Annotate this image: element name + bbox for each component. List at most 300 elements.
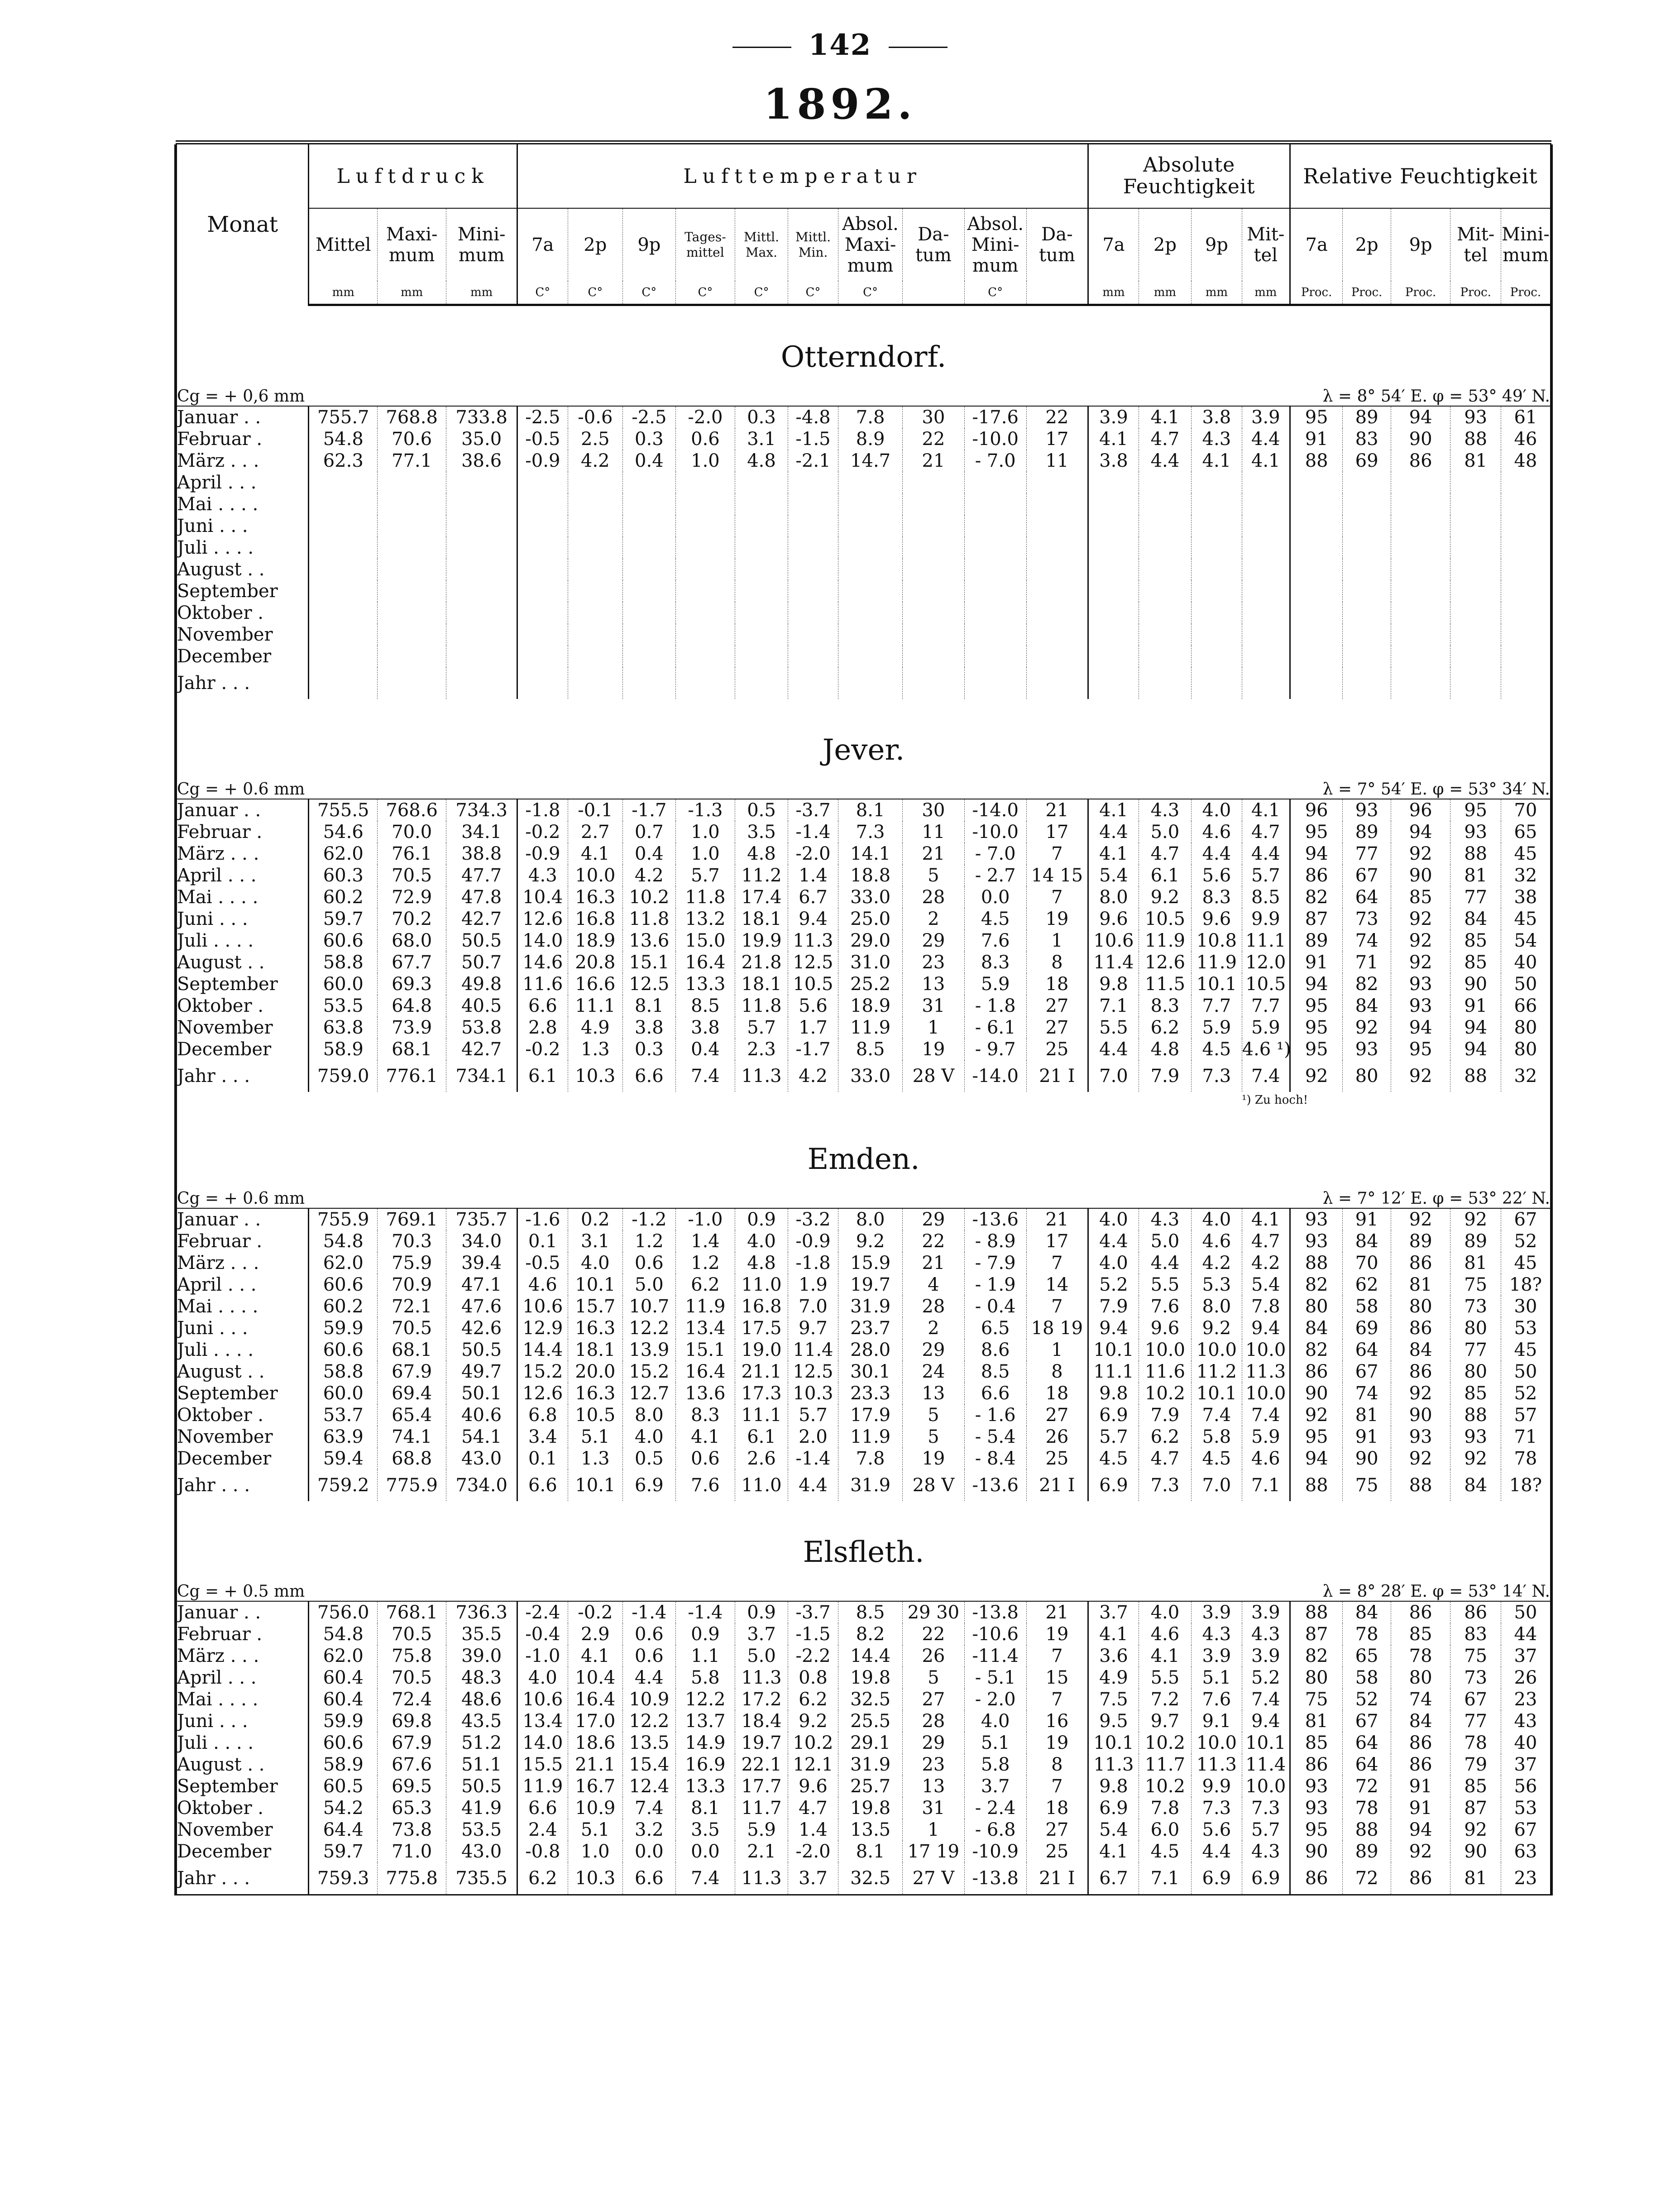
table-cell: 60.4 xyxy=(309,1667,378,1689)
table-cell: 4.4 xyxy=(1242,843,1290,865)
table-cell xyxy=(735,667,788,699)
table-cell: 4.1 xyxy=(568,1645,623,1667)
table-cell: 7.4 xyxy=(1242,1060,1290,1092)
table-cell: 57 xyxy=(1501,1404,1551,1426)
table-cell: 4.6 xyxy=(1192,821,1242,843)
table-cell xyxy=(1391,667,1450,699)
table-cell: 11.0 xyxy=(735,1274,788,1296)
table-cell: 18 xyxy=(1026,1797,1088,1819)
table-cell: 86 xyxy=(1290,1361,1342,1383)
station-name: Emden. xyxy=(176,1108,1551,1176)
table-row xyxy=(176,1296,1551,1317)
unit-cell: Proc. xyxy=(1290,281,1342,305)
table-cell xyxy=(1139,472,1191,493)
month-label: Oktober . xyxy=(176,995,309,1017)
month-label: August . . xyxy=(176,559,309,580)
table-cell: 16.6 xyxy=(568,973,623,995)
table-cell: 15.2 xyxy=(517,1361,568,1383)
table-cell: 73 xyxy=(1343,908,1391,930)
table-cell xyxy=(446,472,517,493)
table-cell xyxy=(309,515,378,537)
table-cell: 73 xyxy=(1450,1667,1501,1689)
table-cell: 12.5 xyxy=(788,1361,838,1383)
table-cell xyxy=(1343,667,1391,699)
table-cell xyxy=(788,559,838,580)
table-cell: 25.5 xyxy=(838,1710,903,1732)
table-cell: 45 xyxy=(1501,843,1551,865)
table-cell xyxy=(675,515,735,537)
table-cell: 28.0 xyxy=(838,1339,903,1361)
table-row xyxy=(176,908,1551,930)
table-cell: 65 xyxy=(1343,1645,1391,1667)
table-row xyxy=(176,493,1551,515)
table-cell: 4.1 xyxy=(568,843,623,865)
table-cell xyxy=(964,646,1026,667)
table-cell: 25 xyxy=(1026,1841,1088,1862)
table-cell: 90 xyxy=(1391,1404,1450,1426)
table-cell: 13 xyxy=(903,1383,965,1404)
table-cell xyxy=(1242,602,1290,624)
table-cell: 8.0 xyxy=(838,1208,903,1230)
table-cell: 19 xyxy=(903,1039,965,1060)
table-row xyxy=(176,1317,1551,1339)
table-cell: 5.7 xyxy=(735,1017,788,1039)
unit-cell: Proc. xyxy=(1501,281,1551,305)
table-cell: 5.7 xyxy=(1242,1819,1290,1841)
table-row xyxy=(176,624,1551,646)
table-cell: 734.1 xyxy=(446,1060,517,1092)
table-cell: 7.4 xyxy=(1242,1404,1290,1426)
table-cell: 90 xyxy=(1450,1841,1501,1862)
month-label: Januar . . xyxy=(176,1208,309,1230)
table-cell: 5.4 xyxy=(1088,1819,1139,1841)
table-cell: 34.0 xyxy=(446,1230,517,1252)
table-cell: 90 xyxy=(1290,1841,1342,1862)
table-cell: 11.2 xyxy=(1192,1361,1242,1383)
table-row xyxy=(176,1361,1551,1383)
table-cell xyxy=(1343,624,1391,646)
table-cell: 25.0 xyxy=(838,908,903,930)
table-cell: 8.5 xyxy=(964,1361,1026,1383)
table-row xyxy=(176,1776,1551,1797)
table-cell: 8.1 xyxy=(623,995,675,1017)
table-cell: 87 xyxy=(1450,1797,1501,1819)
table-cell: 4.2 xyxy=(568,450,623,472)
table-row xyxy=(176,1841,1551,1862)
table-cell: 92 xyxy=(1343,1017,1391,1039)
table-cell: 33.0 xyxy=(838,1060,903,1092)
table-cell: 92 xyxy=(1391,930,1450,952)
table-cell: 7.9 xyxy=(1139,1404,1191,1426)
table-cell: 10.9 xyxy=(568,1797,623,1819)
unit-cell: mm xyxy=(378,281,446,305)
table-cell: 4.5 xyxy=(1192,1448,1242,1469)
table-cell: 10.4 xyxy=(568,1667,623,1689)
table-row xyxy=(176,1230,1551,1252)
month-label: März . . . xyxy=(176,1645,309,1667)
table-cell: 3.8 xyxy=(675,1017,735,1039)
month-label: Mai . . . . xyxy=(176,1296,309,1317)
table-cell: 80 xyxy=(1290,1296,1342,1317)
table-cell: 7.9 xyxy=(1088,1296,1139,1317)
table-cell: 4.5 xyxy=(1192,1039,1242,1060)
unit-cell: mm xyxy=(309,281,378,305)
table-cell: 16.3 xyxy=(568,1317,623,1339)
table-cell: 7.7 xyxy=(1192,995,1242,1017)
table-cell: 6.1 xyxy=(517,1060,568,1092)
table-cell: 92 xyxy=(1450,1208,1501,1230)
table-cell: 81 xyxy=(1290,1710,1342,1732)
table-cell: 0.6 xyxy=(623,1645,675,1667)
table-cell xyxy=(675,602,735,624)
table-cell: 80 xyxy=(1450,1361,1501,1383)
table-cell: 75.8 xyxy=(378,1645,446,1667)
table-cell: 16.8 xyxy=(568,908,623,930)
table-cell: 12.6 xyxy=(517,1383,568,1404)
table-cell: 22 xyxy=(903,428,965,450)
table-cell: 4.6 ¹) xyxy=(1242,1039,1291,1060)
table-cell: 11.0 xyxy=(735,1469,788,1501)
table-cell: 5.8 xyxy=(675,1667,735,1689)
table-cell: 86 xyxy=(1290,1754,1342,1776)
table-cell: 92 xyxy=(1391,1448,1450,1469)
table-cell: 8.5 xyxy=(675,995,735,1017)
table-cell xyxy=(1139,602,1191,624)
month-label: September xyxy=(176,1776,309,1797)
table-cell: 8.0 xyxy=(1192,1296,1242,1317)
table-cell: 18? xyxy=(1501,1274,1551,1296)
station-name: Otterndorf. xyxy=(176,305,1551,374)
unit-cell: C° xyxy=(675,281,735,305)
table-cell: 58 xyxy=(1343,1296,1391,1317)
table-cell: 10.0 xyxy=(568,865,623,886)
table-cell: 7 xyxy=(1026,886,1088,908)
table-cell xyxy=(964,537,1026,559)
table-cell xyxy=(309,602,378,624)
table-cell: 16.4 xyxy=(675,952,735,973)
table-cell: 93 xyxy=(1391,973,1450,995)
table-cell: 94 xyxy=(1391,1017,1450,1039)
table-cell: 9.8 xyxy=(1088,973,1139,995)
table-cell: 78 xyxy=(1450,1732,1501,1754)
table-cell: 7.1 xyxy=(1088,995,1139,1017)
table-cell: 13.9 xyxy=(623,1339,675,1361)
table-cell: 6.6 xyxy=(517,1469,568,1501)
table-cell: 11.7 xyxy=(735,1797,788,1819)
table-cell: 80 xyxy=(1450,1317,1501,1339)
month-label: Oktober . xyxy=(176,602,309,624)
table-cell xyxy=(964,559,1026,580)
table-cell: 4.4 xyxy=(623,1667,675,1689)
table-cell: 68.0 xyxy=(378,930,446,952)
table-cell xyxy=(1343,602,1391,624)
table-cell: 39.0 xyxy=(446,1645,517,1667)
table-row xyxy=(176,1252,1551,1274)
table-cell: 11.3 xyxy=(735,1060,788,1092)
table-cell: 0.9 xyxy=(735,1601,788,1623)
table-cell: 40 xyxy=(1501,952,1551,973)
table-cell: 19.8 xyxy=(838,1667,903,1689)
table-cell: 47.6 xyxy=(446,1296,517,1317)
month-label: Juli . . . . xyxy=(176,1339,309,1361)
table-cell xyxy=(964,667,1026,699)
month-label: März . . . xyxy=(176,450,309,472)
table-cell: 81 xyxy=(1450,1862,1501,1895)
table-cell: 13.2 xyxy=(675,908,735,930)
table-cell xyxy=(623,580,675,602)
table-cell: 27 xyxy=(1026,1819,1088,1841)
table-cell: 88 xyxy=(1290,1469,1342,1501)
table-row xyxy=(176,1448,1551,1469)
table-cell: 65.3 xyxy=(378,1797,446,1819)
table-cell xyxy=(788,624,838,646)
table-cell: 67 xyxy=(1450,1689,1501,1710)
table-cell: 11.3 xyxy=(735,1862,788,1895)
table-cell: 733.8 xyxy=(446,406,517,428)
table-cell: -0.9 xyxy=(517,843,568,865)
unit-cell: mm xyxy=(1242,281,1290,305)
table-cell: 4.1 xyxy=(1088,843,1139,865)
table-cell: 5 xyxy=(903,865,965,886)
table-cell xyxy=(623,667,675,699)
table-cell xyxy=(1242,646,1290,667)
table-cell: 35.5 xyxy=(446,1623,517,1645)
table-cell: 18.1 xyxy=(735,973,788,995)
month-label: December xyxy=(176,1039,309,1060)
table-cell: 62.3 xyxy=(309,450,378,472)
table-cell: 13.3 xyxy=(675,973,735,995)
table-cell: 83 xyxy=(1343,428,1391,450)
table-cell xyxy=(1290,580,1342,602)
table-row xyxy=(176,450,1551,472)
table-cell xyxy=(903,646,965,667)
table-cell xyxy=(1450,537,1501,559)
station-coordinates: λ = 8° 28′ E. φ = 53° 14′ N. xyxy=(964,1569,1551,1601)
table-cell: 69.3 xyxy=(378,973,446,995)
table-cell: 2.1 xyxy=(735,1841,788,1862)
table-cell: 1 xyxy=(1026,930,1088,952)
table-cell: -1.4 xyxy=(623,1601,675,1623)
table-cell: 18.8 xyxy=(838,865,903,886)
table-cell: 4.8 xyxy=(735,1252,788,1274)
column-header: 7a xyxy=(1088,208,1139,281)
table-cell xyxy=(1088,646,1139,667)
table-cell: 3.9 xyxy=(1242,406,1290,428)
table-cell: -0.9 xyxy=(788,1230,838,1252)
table-cell: 11.9 xyxy=(1192,952,1242,973)
table-cell: 73 xyxy=(1450,1296,1501,1317)
table-cell: 64 xyxy=(1343,1339,1391,1361)
table-cell: 86 xyxy=(1391,1601,1450,1623)
table-cell: 49.7 xyxy=(446,1361,517,1383)
table-cell: 18? xyxy=(1501,1469,1551,1501)
table-cell: 77.1 xyxy=(378,450,446,472)
table-cell: 12.6 xyxy=(1139,952,1191,973)
station-correction: Cg = + 0,6 mm xyxy=(176,374,964,406)
table-cell: 21 xyxy=(903,450,965,472)
table-cell: - 8.4 xyxy=(964,1448,1026,1469)
table-cell: 3.9 xyxy=(1088,406,1139,428)
table-cell: 22 xyxy=(903,1623,965,1645)
table-cell: 17.2 xyxy=(735,1689,788,1710)
table-cell xyxy=(1290,602,1342,624)
table-cell: 78 xyxy=(1501,1448,1551,1469)
table-cell: 2.3 xyxy=(735,1039,788,1060)
table-cell xyxy=(1391,472,1450,493)
table-cell xyxy=(1088,602,1139,624)
table-cell xyxy=(735,646,788,667)
table-cell xyxy=(378,515,446,537)
table-cell: 5.9 xyxy=(1242,1426,1290,1448)
table-cell: 4.8 xyxy=(735,450,788,472)
table-cell: 4.2 xyxy=(1192,1252,1242,1274)
table-cell: 14.0 xyxy=(517,1732,568,1754)
table-cell: 70 xyxy=(1343,1252,1391,1274)
month-label: Juli . . . . xyxy=(176,930,309,952)
table-cell xyxy=(1026,515,1088,537)
month-label: December xyxy=(176,1448,309,1469)
table-cell: 4.7 xyxy=(1242,1230,1290,1252)
table-cell: -3.7 xyxy=(788,1601,838,1623)
table-cell xyxy=(568,580,623,602)
table-cell xyxy=(675,624,735,646)
table-cell: 19 xyxy=(1026,908,1088,930)
table-cell: 11 xyxy=(903,821,965,843)
table-cell: 26 xyxy=(903,1645,965,1667)
table-cell: 26 xyxy=(1026,1426,1088,1448)
column-header: Da-tum xyxy=(903,208,965,281)
table-cell: 15.1 xyxy=(675,1339,735,1361)
table-cell: 66 xyxy=(1501,995,1551,1017)
table-cell: 89 xyxy=(1391,1230,1450,1252)
table-cell xyxy=(903,515,965,537)
table-cell: 59.9 xyxy=(309,1317,378,1339)
table-cell: 15.0 xyxy=(675,930,735,952)
table-cell: 61 xyxy=(1501,406,1551,428)
table-cell: 3.9 xyxy=(1192,1601,1242,1623)
table-cell: 0.3 xyxy=(735,406,788,428)
table-cell: 5.0 xyxy=(1139,1230,1191,1252)
table-cell: 6.9 xyxy=(1192,1862,1242,1895)
table-cell: 19.7 xyxy=(735,1732,788,1754)
table-cell xyxy=(309,624,378,646)
table-cell: 81 xyxy=(1450,1252,1501,1274)
table-cell: 9.2 xyxy=(1192,1317,1242,1339)
table-cell: 1.0 xyxy=(675,821,735,843)
table-cell: 11.9 xyxy=(675,1296,735,1317)
table-cell: 67 xyxy=(1343,1361,1391,1383)
table-cell: 18.6 xyxy=(568,1732,623,1754)
table-cell: -13.6 xyxy=(964,1208,1026,1230)
page-number: 142 xyxy=(0,28,1680,62)
table-cell xyxy=(623,559,675,580)
table-cell xyxy=(1391,537,1450,559)
table-cell: 1 xyxy=(1026,1339,1088,1361)
table-cell: 31.9 xyxy=(838,1754,903,1776)
table-cell: 29 xyxy=(903,930,965,952)
table-cell: 51.1 xyxy=(446,1754,517,1776)
table-cell: 10.1 xyxy=(568,1274,623,1296)
table-cell xyxy=(378,559,446,580)
table-cell: 96 xyxy=(1391,799,1450,821)
table-cell: 7.4 xyxy=(675,1060,735,1092)
table-cell: 7.2 xyxy=(1139,1689,1191,1710)
table-cell: 768.8 xyxy=(378,406,446,428)
table-cell: 86 xyxy=(1391,1252,1450,1274)
table-cell: -1.0 xyxy=(675,1208,735,1230)
table-cell: 75.9 xyxy=(378,1252,446,1274)
table-cell: 67 xyxy=(1501,1819,1551,1841)
table-cell: 6.9 xyxy=(623,1469,675,1501)
table-cell: -0.2 xyxy=(517,1039,568,1060)
table-cell: 0.5 xyxy=(623,1448,675,1469)
table-row xyxy=(176,821,1551,843)
table-cell xyxy=(1192,537,1242,559)
table-cell: 94 xyxy=(1450,1039,1501,1060)
table-cell: 94 xyxy=(1290,843,1342,865)
table-cell: -1.3 xyxy=(675,799,735,821)
table-cell: 3.7 xyxy=(1088,1601,1139,1623)
table-cell: - 2.4 xyxy=(964,1797,1026,1819)
table-cell: 33.0 xyxy=(838,886,903,908)
table-cell: 87 xyxy=(1290,1623,1342,1645)
table-cell: 50 xyxy=(1501,973,1551,995)
table-cell: 0.0 xyxy=(964,886,1026,908)
table-cell xyxy=(517,667,568,699)
table-cell: 42.7 xyxy=(446,908,517,930)
table-cell: 12.2 xyxy=(623,1317,675,1339)
table-cell: 87 xyxy=(1290,908,1342,930)
month-label: April . . . xyxy=(176,865,309,886)
table-cell: 6.2 xyxy=(1139,1017,1191,1039)
table-cell: 5.5 xyxy=(1139,1667,1191,1689)
table-cell: -2.2 xyxy=(788,1645,838,1667)
table-cell: 16.8 xyxy=(735,1296,788,1317)
table-cell: 17.3 xyxy=(735,1383,788,1404)
table-cell: 92 xyxy=(1391,1383,1450,1404)
table-row xyxy=(176,559,1551,580)
table-cell: 30 xyxy=(903,799,965,821)
table-cell: 1.7 xyxy=(788,1017,838,1039)
table-cell: 17.5 xyxy=(735,1317,788,1339)
table-cell: 70.2 xyxy=(378,908,446,930)
table-cell: 67.7 xyxy=(378,952,446,973)
table-cell xyxy=(838,515,903,537)
month-label: Juli . . . . xyxy=(176,537,309,559)
table-cell: 19.9 xyxy=(735,930,788,952)
table-cell: 4.4 xyxy=(1139,1252,1191,1274)
table-cell: 84 xyxy=(1391,1339,1450,1361)
table-cell: 11.1 xyxy=(568,995,623,1017)
table-cell: 69 xyxy=(1343,450,1391,472)
table-cell: - 1.8 xyxy=(964,995,1026,1017)
table-cell: 89 xyxy=(1343,1841,1391,1862)
table-cell: 0.6 xyxy=(675,1448,735,1469)
table-cell: 5.5 xyxy=(1088,1017,1139,1039)
table-cell: 37 xyxy=(1501,1645,1551,1667)
table-cell: 10.8 xyxy=(1192,930,1242,952)
table-cell: 0.9 xyxy=(675,1623,735,1645)
table-cell xyxy=(903,537,965,559)
table-cell xyxy=(1501,537,1551,559)
table-cell: 50.7 xyxy=(446,952,517,973)
table-cell: 1.2 xyxy=(623,1230,675,1252)
table-cell: 5 xyxy=(903,1426,965,1448)
table-cell: 4.1 xyxy=(1088,1623,1139,1645)
table-cell: 5 xyxy=(903,1404,965,1426)
month-label: Februar . xyxy=(176,428,309,450)
table-cell: 4.0 xyxy=(1139,1601,1191,1623)
